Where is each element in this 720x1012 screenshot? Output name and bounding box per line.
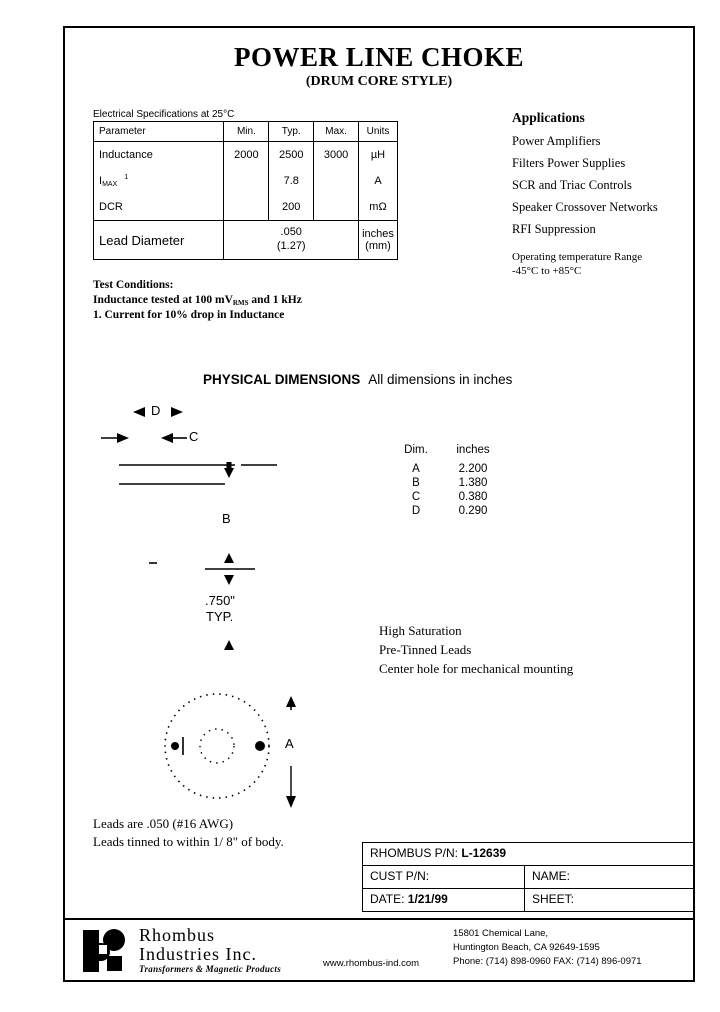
- operating-temperature-label: Operating temperature Range: [512, 251, 643, 263]
- lead-dot-left: [171, 742, 179, 750]
- table-row: [390, 462, 504, 476]
- cell-inches: 0.290: [458, 505, 488, 517]
- title-block-row-cust: [363, 866, 694, 889]
- physical-dimensions-title: PHYSICAL DIMENSIONS: [203, 372, 361, 387]
- leads-note: [93, 815, 284, 850]
- rhombus-pn-label: RHOMBUS P/N:: [370, 846, 459, 860]
- physical-dimensions-note: All dimensions in inches: [368, 372, 513, 387]
- lead-units-inches: inches: [362, 228, 394, 240]
- cell-min: [224, 168, 269, 194]
- cell-dim: D: [411, 505, 421, 517]
- header-min: Min.: [224, 122, 269, 142]
- label-a: A: [285, 736, 294, 751]
- name-cell[interactable]: NAME:: [532, 869, 571, 883]
- header-typ: Typ.: [269, 122, 314, 142]
- table-row: [94, 194, 398, 221]
- applications-section: [512, 110, 702, 279]
- label-c: C: [189, 429, 199, 444]
- rhombus-pn-value: L-12639: [461, 846, 507, 860]
- cell-lead-units: [359, 221, 398, 260]
- imax-subscript: MAX: [102, 181, 118, 188]
- table-row: [390, 490, 504, 504]
- cell-max: [314, 168, 359, 194]
- header-units: Units: [359, 122, 398, 142]
- cell-max: [314, 194, 359, 221]
- company-address: [453, 927, 642, 968]
- cell-typ: 2500: [269, 142, 314, 169]
- cell-inches: 2.200: [458, 463, 488, 475]
- label-typ: TYP.: [206, 609, 234, 624]
- title-block-row-date: [363, 889, 694, 912]
- electrical-specifications-table: [93, 121, 398, 260]
- application-item: SCR and Triac Controls: [512, 178, 632, 192]
- lead-units-mm: (mm): [365, 240, 391, 252]
- application-item: RFI Suppression: [512, 222, 596, 236]
- page-footer: [65, 918, 693, 980]
- test-conditions-footnote: 1. Current for 10% drop in Inductance: [93, 308, 285, 321]
- applications-heading: Applications: [512, 110, 585, 125]
- cust-pn-cell[interactable]: CUST P/N:: [363, 866, 525, 888]
- bottom-view-circles: [165, 694, 269, 798]
- label-d: D: [151, 403, 161, 418]
- side-view-body: [119, 462, 277, 484]
- cell-min: [224, 194, 269, 221]
- feature-item: Pre-Tinned Leads: [379, 641, 472, 657]
- address-line2: Huntington Beach, CA 92649-1595: [453, 941, 600, 953]
- label-typ-value: .750": [205, 593, 235, 608]
- operating-temperature: [512, 251, 702, 279]
- test-conditions-section: [93, 278, 302, 322]
- features-list: [379, 622, 573, 679]
- feature-item: Center hole for mechanical mounting: [379, 660, 574, 676]
- cell-max: 3000: [314, 142, 359, 169]
- rhombus-pn-cell: [363, 843, 694, 865]
- lead-value-mm: (1.27): [276, 240, 306, 252]
- company-tagline: Transformers & Magnetic Products: [139, 964, 282, 974]
- table-row: [390, 504, 504, 518]
- table-row: [94, 142, 398, 169]
- physical-dimensions-heading: [203, 372, 512, 387]
- cell-parameter: $I_{MAX}^1$: [94, 168, 224, 194]
- company-website[interactable]: www.rhombus-ind.com: [323, 958, 420, 969]
- cell-inches: 0.380: [458, 491, 488, 503]
- application-item: Filters Power Supplies: [512, 156, 626, 170]
- date-value: 1/21/99: [407, 892, 448, 906]
- table-row: [390, 476, 504, 490]
- title-block: [362, 842, 695, 912]
- cell-lead-value: [224, 221, 359, 260]
- test-line1-pre: Inductance tested at 100 mV: [93, 293, 233, 306]
- company-name: [139, 926, 281, 974]
- page-title: POWER LINE CHOKE: [233, 42, 525, 72]
- header-inches: inches: [456, 444, 490, 456]
- imax-footnote-ref: 1: [124, 174, 129, 181]
- test-conditions-line1: [93, 293, 302, 308]
- page-subtitle: (DRUM CORE STYLE): [305, 74, 453, 89]
- label-b: B: [222, 511, 231, 526]
- address-line1: 15801 Chemical Lane,: [453, 928, 549, 939]
- test-line1-post: and 1 kHz: [248, 293, 302, 306]
- company-name-line1: Rhombus: [139, 925, 216, 945]
- table-row-lead-diameter: [94, 221, 398, 260]
- table-header-row: [94, 122, 398, 142]
- company-name-line2: Industries Inc.: [139, 944, 257, 964]
- a-dimension-arrows: [286, 696, 296, 808]
- address-line3: Phone: (714) 898-0960 FAX: (714) 896-0971: [453, 955, 642, 967]
- table-row: [94, 168, 398, 194]
- feature-item: High Saturation: [379, 623, 462, 638]
- application-item: Power Amplifiers: [512, 134, 601, 148]
- test-conditions-heading: Test Conditions:: [93, 279, 174, 291]
- application-item: Speaker Crossover Networks: [512, 200, 658, 214]
- cell-dim: C: [411, 491, 421, 503]
- rhombus-logo-icon: [81, 928, 133, 972]
- cell-units: µH: [359, 142, 398, 169]
- cell-inches: 1.380: [458, 477, 488, 489]
- date-label: DATE:: [370, 892, 405, 906]
- operating-temperature-range: -45°C to +85°C: [512, 264, 582, 277]
- cell-parameter: Lead Diameter: [94, 221, 224, 260]
- header-max: Max.: [314, 122, 359, 142]
- cell-typ: 200: [269, 194, 314, 221]
- lead-dot-right: [255, 741, 265, 751]
- cell-parameter: Inductance: [94, 142, 224, 169]
- cell-min: 2000: [224, 142, 269, 169]
- cell-units: mΩ: [359, 194, 398, 221]
- title-block-row-pn: [363, 843, 694, 866]
- cell-units: A: [359, 168, 398, 194]
- dimension-table: [390, 443, 504, 518]
- leads-note-line2: Leads tinned to within 1/ 8" of body.: [93, 833, 284, 849]
- dimension-table-header: [390, 443, 504, 462]
- spec-table-caption: Electrical Specifications at 25°C: [93, 109, 235, 120]
- rms-subscript: RMS: [232, 298, 249, 307]
- cell-dim: A: [412, 463, 420, 475]
- header-parameter: Parameter: [94, 122, 224, 142]
- datasheet-page: [63, 26, 695, 982]
- c-dimension-arrows: [101, 433, 187, 443]
- cell-parameter: DCR: [94, 194, 224, 221]
- cell-dim: B: [412, 477, 420, 489]
- leads-note-line1: Leads are .050 (#16 AWG): [93, 816, 234, 831]
- date-cell[interactable]: [363, 889, 525, 911]
- lead-value-inches: .050: [280, 226, 302, 239]
- header-dim: Dim.: [404, 444, 428, 456]
- sheet-cell[interactable]: SHEET:: [532, 892, 575, 906]
- cell-typ: 7.8: [269, 168, 314, 194]
